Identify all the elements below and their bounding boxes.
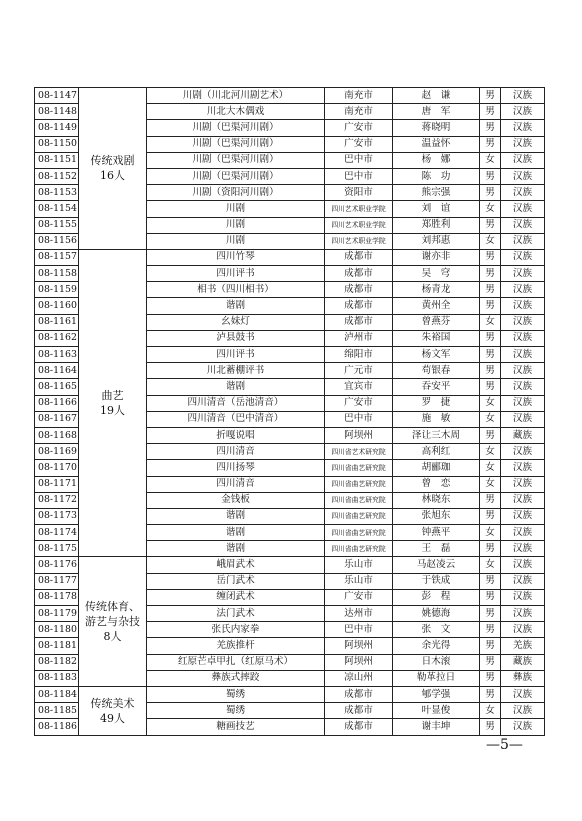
item-code-cell: 08-1162 — [35, 330, 79, 346]
item-code-cell: 08-1172 — [35, 492, 79, 508]
sex-cell: 男 — [480, 120, 501, 136]
inheritor-name-cell: 日木滚 — [393, 654, 480, 670]
declaring-unit-cell: 四川省艺术研究院 — [325, 444, 393, 460]
inheritor-name-cell: 余光得 — [393, 638, 480, 654]
item-code-cell: 08-1165 — [35, 379, 79, 395]
sex-cell: 男 — [480, 266, 501, 282]
sex-cell: 男 — [480, 217, 501, 233]
item-code-cell: 08-1186 — [35, 719, 79, 735]
project-name-cell: 金钱板 — [147, 492, 325, 508]
project-name-cell: 张氏内家拳 — [147, 622, 325, 638]
sex-cell: 男 — [480, 606, 501, 622]
declaring-unit-cell: 四川省曲艺研究院 — [325, 541, 393, 557]
project-name-cell: 川剧（资阳河川剧） — [147, 185, 325, 201]
declaring-unit-cell: 巴中市 — [325, 622, 393, 638]
table-row — [35, 249, 545, 265]
sex-cell: 男 — [480, 638, 501, 654]
item-code-cell: 08-1164 — [35, 363, 79, 379]
declaring-unit-cell: 成都市 — [325, 282, 393, 298]
inheritor-name-cell: 郑胜利 — [393, 217, 480, 233]
item-code-cell: 08-1159 — [35, 282, 79, 298]
sex-cell: 男 — [480, 541, 501, 557]
declaring-unit-cell: 四川艺术职业学院 — [325, 233, 393, 249]
sex-cell: 男 — [480, 719, 501, 735]
inheritor-name-cell: 张 文 — [393, 622, 480, 638]
declaring-unit-cell: 四川艺术职业学院 — [325, 217, 393, 233]
ethnicity-cell: 汉族 — [501, 233, 545, 249]
ethnicity-cell: 汉族 — [501, 330, 545, 346]
sex-cell: 男 — [480, 670, 501, 686]
project-name-cell: 四川清音 — [147, 476, 325, 492]
ethnicity-cell: 汉族 — [501, 525, 545, 541]
declaring-unit-cell: 四川省曲艺研究院 — [325, 508, 393, 524]
sex-cell: 女 — [480, 395, 501, 411]
inheritor-name-cell: 施 敏 — [393, 411, 480, 427]
item-code-cell: 08-1157 — [35, 249, 79, 265]
sex-cell: 男 — [480, 330, 501, 346]
project-name-cell: 川剧（巴渠河川剧） — [147, 168, 325, 184]
inheritor-name-cell: 高利红 — [393, 444, 480, 460]
project-name-cell: 彝族式摔跤 — [147, 670, 325, 686]
inheritor-name-cell: 姚德海 — [393, 606, 480, 622]
declaring-unit-cell: 四川省曲艺研究院 — [325, 525, 393, 541]
inheritor-name-cell: 于铁成 — [393, 573, 480, 589]
sex-cell: 女 — [480, 233, 501, 249]
sex-cell: 男 — [480, 249, 501, 265]
declaring-unit-cell: 阿坝州 — [325, 427, 393, 443]
ethnicity-cell: 汉族 — [501, 363, 545, 379]
inheritor-name-cell: 叶显俊 — [393, 703, 480, 719]
project-name-cell: 川北蓄棚评书 — [147, 363, 325, 379]
inheritor-name-cell: 钟燕平 — [393, 525, 480, 541]
item-code-cell: 08-1166 — [35, 395, 79, 411]
item-code-cell: 08-1179 — [35, 606, 79, 622]
table-row — [35, 686, 545, 702]
item-code-cell: 08-1176 — [35, 557, 79, 573]
project-name-cell: 法门武术 — [147, 606, 325, 622]
declaring-unit-cell: 阿坝州 — [325, 654, 393, 670]
item-code-cell: 08-1161 — [35, 314, 79, 330]
ethnicity-cell: 汉族 — [501, 411, 545, 427]
project-name-cell: 谐剧 — [147, 379, 325, 395]
inheritor-name-cell: 唐 军 — [393, 104, 480, 120]
inheritor-name-cell: 曾 恋 — [393, 476, 480, 492]
ethnicity-cell: 彝族 — [501, 670, 545, 686]
sex-cell: 男 — [480, 589, 501, 605]
item-code-cell: 08-1154 — [35, 201, 79, 217]
ethnicity-cell: 汉族 — [501, 476, 545, 492]
table-row — [35, 557, 545, 573]
declaring-unit-cell: 四川省曲艺研究院 — [325, 476, 393, 492]
declaring-unit-cell: 成都市 — [325, 719, 393, 735]
ethnicity-cell: 汉族 — [501, 492, 545, 508]
item-code-cell: 08-1150 — [35, 136, 79, 152]
inheritor-name-cell: 谢丰坤 — [393, 719, 480, 735]
project-name-cell: 蜀绣 — [147, 686, 325, 702]
ethnicity-cell: 汉族 — [501, 249, 545, 265]
ethnicity-cell: 汉族 — [501, 508, 545, 524]
inheritor-name-cell: 马赵凌云 — [393, 557, 480, 573]
heritage-inheritor-table — [34, 87, 545, 736]
inheritor-name-cell: 朱裕国 — [393, 330, 480, 346]
project-name-cell: 川剧 — [147, 201, 325, 217]
ethnicity-cell: 汉族 — [501, 622, 545, 638]
declaring-unit-cell: 巴中市 — [325, 411, 393, 427]
project-name-cell: 蜀绣 — [147, 703, 325, 719]
ethnicity-cell: 汉族 — [501, 152, 545, 168]
project-name-cell: 川北大木偶戏 — [147, 104, 325, 120]
ethnicity-cell: 汉族 — [501, 589, 545, 605]
declaring-unit-cell: 南充市 — [325, 104, 393, 120]
page-number: —5— — [486, 737, 523, 753]
ethnicity-cell: 汉族 — [501, 201, 545, 217]
inheritor-name-cell: 杨青龙 — [393, 282, 480, 298]
item-code-cell: 08-1174 — [35, 525, 79, 541]
project-name-cell: 羌族推杆 — [147, 638, 325, 654]
declaring-unit-cell: 达州市 — [325, 606, 393, 622]
ethnicity-cell: 汉族 — [501, 136, 545, 152]
sex-cell: 男 — [480, 573, 501, 589]
item-code-cell: 08-1152 — [35, 168, 79, 184]
declaring-unit-cell: 广安市 — [325, 120, 393, 136]
item-code-cell: 08-1167 — [35, 411, 79, 427]
declaring-unit-cell: 四川省曲艺研究院 — [325, 492, 393, 508]
sex-cell: 女 — [480, 525, 501, 541]
ethnicity-cell: 汉族 — [501, 379, 545, 395]
ethnicity-cell: 汉族 — [501, 347, 545, 363]
item-code-cell: 08-1180 — [35, 622, 79, 638]
declaring-unit-cell: 乐山市 — [325, 573, 393, 589]
sex-cell: 女 — [480, 460, 501, 476]
item-code-cell: 08-1163 — [35, 347, 79, 363]
sex-cell: 男 — [480, 427, 501, 443]
project-name-cell: 折嘎说唱 — [147, 427, 325, 443]
ethnicity-cell: 汉族 — [501, 266, 545, 282]
item-code-cell: 08-1181 — [35, 638, 79, 654]
table-row — [35, 88, 545, 104]
project-name-cell: 四川扬琴 — [147, 460, 325, 476]
inheritor-name-cell: 刘邦惠 — [393, 233, 480, 249]
item-code-cell: 08-1184 — [35, 686, 79, 702]
item-code-cell: 08-1149 — [35, 120, 79, 136]
sex-cell: 女 — [480, 201, 501, 217]
item-code-cell: 08-1156 — [35, 233, 79, 249]
inheritor-name-cell: 曾燕芬 — [393, 314, 480, 330]
category-cell: 传统戏剧 16人 — [79, 88, 147, 250]
sex-cell: 男 — [480, 136, 501, 152]
declaring-unit-cell: 四川艺术职业学院 — [325, 201, 393, 217]
declaring-unit-cell: 成都市 — [325, 686, 393, 702]
inheritor-name-cell: 苟银春 — [393, 363, 480, 379]
project-name-cell: 谐剧 — [147, 541, 325, 557]
sex-cell: 男 — [480, 622, 501, 638]
ethnicity-cell: 汉族 — [501, 185, 545, 201]
item-code-cell: 08-1178 — [35, 589, 79, 605]
ethnicity-cell: 汉族 — [501, 719, 545, 735]
item-code-cell: 08-1171 — [35, 476, 79, 492]
sex-cell: 女 — [480, 411, 501, 427]
inheritor-name-cell: 勒革拉日 — [393, 670, 480, 686]
item-code-cell: 08-1148 — [35, 104, 79, 120]
ethnicity-cell: 汉族 — [501, 282, 545, 298]
item-code-cell: 08-1153 — [35, 185, 79, 201]
declaring-unit-cell: 阿坝州 — [325, 638, 393, 654]
declaring-unit-cell: 广安市 — [325, 136, 393, 152]
sex-cell: 女 — [480, 703, 501, 719]
table-body — [35, 88, 545, 736]
inheritor-name-cell: 张旭东 — [393, 508, 480, 524]
item-code-cell: 08-1170 — [35, 460, 79, 476]
inheritor-name-cell: 彭 程 — [393, 589, 480, 605]
ethnicity-cell: 汉族 — [501, 686, 545, 702]
inheritor-name-cell: 吞安平 — [393, 379, 480, 395]
ethnicity-cell: 汉族 — [501, 217, 545, 233]
project-name-cell: 谐剧 — [147, 525, 325, 541]
project-name-cell: 四川评书 — [147, 347, 325, 363]
ethnicity-cell: 汉族 — [501, 298, 545, 314]
project-name-cell: 川剧（巴渠河川剧） — [147, 120, 325, 136]
declaring-unit-cell: 成都市 — [325, 703, 393, 719]
declaring-unit-cell: 成都市 — [325, 266, 393, 282]
project-name-cell: 四川竹琴 — [147, 249, 325, 265]
ethnicity-cell: 汉族 — [501, 444, 545, 460]
ethnicity-cell: 汉族 — [501, 557, 545, 573]
inheritor-name-cell: 蒋晓明 — [393, 120, 480, 136]
item-code-cell: 08-1151 — [35, 152, 79, 168]
inheritor-name-cell: 熊宗强 — [393, 185, 480, 201]
ethnicity-cell: 汉族 — [501, 88, 545, 104]
declaring-unit-cell: 广安市 — [325, 589, 393, 605]
project-name-cell: 四川清音（岳池清音） — [147, 395, 325, 411]
item-code-cell: 08-1177 — [35, 573, 79, 589]
sex-cell: 男 — [480, 379, 501, 395]
inheritor-name-cell: 罗 捷 — [393, 395, 480, 411]
item-code-cell: 08-1160 — [35, 298, 79, 314]
item-code-cell: 08-1147 — [35, 88, 79, 104]
item-code-cell: 08-1185 — [35, 703, 79, 719]
sex-cell: 男 — [480, 185, 501, 201]
item-code-cell: 08-1182 — [35, 654, 79, 670]
declaring-unit-cell: 成都市 — [325, 314, 393, 330]
ethnicity-cell: 汉族 — [501, 120, 545, 136]
sex-cell: 男 — [480, 686, 501, 702]
ethnicity-cell: 藏族 — [501, 654, 545, 670]
project-name-cell: 谐剧 — [147, 508, 325, 524]
inheritor-name-cell: 杨 娜 — [393, 152, 480, 168]
sex-cell: 女 — [480, 444, 501, 460]
sex-cell: 女 — [480, 557, 501, 573]
item-code-cell: 08-1155 — [35, 217, 79, 233]
item-code-cell: 08-1175 — [35, 541, 79, 557]
declaring-unit-cell: 巴中市 — [325, 168, 393, 184]
declaring-unit-cell: 四川省曲艺研究院 — [325, 460, 393, 476]
ethnicity-cell: 汉族 — [501, 168, 545, 184]
declaring-unit-cell: 广安市 — [325, 395, 393, 411]
declaring-unit-cell: 成都市 — [325, 249, 393, 265]
inheritor-name-cell: 郇学强 — [393, 686, 480, 702]
item-code-cell: 08-1173 — [35, 508, 79, 524]
inheritor-name-cell: 温益怀 — [393, 136, 480, 152]
declaring-unit-cell: 凉山州 — [325, 670, 393, 686]
declaring-unit-cell: 广元市 — [325, 363, 393, 379]
ethnicity-cell: 汉族 — [501, 104, 545, 120]
sex-cell: 男 — [480, 508, 501, 524]
project-name-cell: 糖画技艺 — [147, 719, 325, 735]
project-name-cell: 峨眉武术 — [147, 557, 325, 573]
inheritor-name-cell: 刘 谊 — [393, 201, 480, 217]
declaring-unit-cell: 乐山市 — [325, 557, 393, 573]
category-cell: 曲艺 19人 — [79, 249, 147, 557]
inheritor-name-cell: 林晓东 — [393, 492, 480, 508]
project-name-cell: 相书（四川相书） — [147, 282, 325, 298]
inheritor-name-cell: 胡郦珈 — [393, 460, 480, 476]
inheritor-name-cell: 泽让三木周 — [393, 427, 480, 443]
sex-cell: 男 — [480, 168, 501, 184]
category-cell: 传统美术 49人 — [79, 686, 147, 735]
inheritor-name-cell: 陈 功 — [393, 168, 480, 184]
declaring-unit-cell: 资阳市 — [325, 185, 393, 201]
ethnicity-cell: 汉族 — [501, 606, 545, 622]
project-name-cell: 四川清音 — [147, 444, 325, 460]
inheritor-name-cell: 赵 谦 — [393, 88, 480, 104]
project-name-cell: 幺妹灯 — [147, 314, 325, 330]
sex-cell: 女 — [480, 476, 501, 492]
ethnicity-cell: 羌族 — [501, 638, 545, 654]
project-name-cell: 红原芒卓甲扎（红原马术） — [147, 654, 325, 670]
ethnicity-cell: 汉族 — [501, 460, 545, 476]
declaring-unit-cell: 南充市 — [325, 88, 393, 104]
sex-cell: 男 — [480, 298, 501, 314]
item-code-cell: 08-1169 — [35, 444, 79, 460]
project-name-cell: 泸县鼓书 — [147, 330, 325, 346]
ethnicity-cell: 汉族 — [501, 541, 545, 557]
project-name-cell: 缠闭武术 — [147, 589, 325, 605]
inheritor-name-cell: 谢亦非 — [393, 249, 480, 265]
inheritor-name-cell: 黄州全 — [393, 298, 480, 314]
ethnicity-cell: 汉族 — [501, 573, 545, 589]
inheritor-name-cell: 杨文军 — [393, 347, 480, 363]
declaring-unit-cell: 宜宾市 — [325, 379, 393, 395]
ethnicity-cell: 汉族 — [501, 314, 545, 330]
project-name-cell: 川剧（川北河川剧艺术） — [147, 88, 325, 104]
project-name-cell: 川剧（巴渠河川剧） — [147, 136, 325, 152]
inheritor-name-cell: 王 磊 — [393, 541, 480, 557]
sex-cell: 男 — [480, 88, 501, 104]
project-name-cell: 谐剧 — [147, 298, 325, 314]
declaring-unit-cell: 泸州市 — [325, 330, 393, 346]
item-code-cell: 08-1168 — [35, 427, 79, 443]
item-code-cell: 08-1158 — [35, 266, 79, 282]
sex-cell: 女 — [480, 314, 501, 330]
project-name-cell: 川剧 — [147, 233, 325, 249]
declaring-unit-cell: 绵阳市 — [325, 347, 393, 363]
ethnicity-cell: 汉族 — [501, 395, 545, 411]
project-name-cell: 四川评书 — [147, 266, 325, 282]
ethnicity-cell: 汉族 — [501, 703, 545, 719]
project-name-cell: 四川清音（巴中清音） — [147, 411, 325, 427]
sex-cell: 女 — [480, 152, 501, 168]
sex-cell: 男 — [480, 492, 501, 508]
inheritor-name-cell: 吴 穹 — [393, 266, 480, 282]
declaring-unit-cell: 成都市 — [325, 298, 393, 314]
project-name-cell: 川剧（巴渠河川剧） — [147, 152, 325, 168]
ethnicity-cell: 藏族 — [501, 427, 545, 443]
item-code-cell: 08-1183 — [35, 670, 79, 686]
sex-cell: 男 — [480, 654, 501, 670]
sex-cell: 男 — [480, 282, 501, 298]
project-name-cell: 岳门武术 — [147, 573, 325, 589]
sex-cell: 男 — [480, 363, 501, 379]
declaring-unit-cell: 巴中市 — [325, 152, 393, 168]
sex-cell: 男 — [480, 104, 501, 120]
sex-cell: 男 — [480, 347, 501, 363]
project-name-cell: 川剧 — [147, 217, 325, 233]
category-cell: 传统体育、 游艺与杂技 8人 — [79, 557, 147, 687]
